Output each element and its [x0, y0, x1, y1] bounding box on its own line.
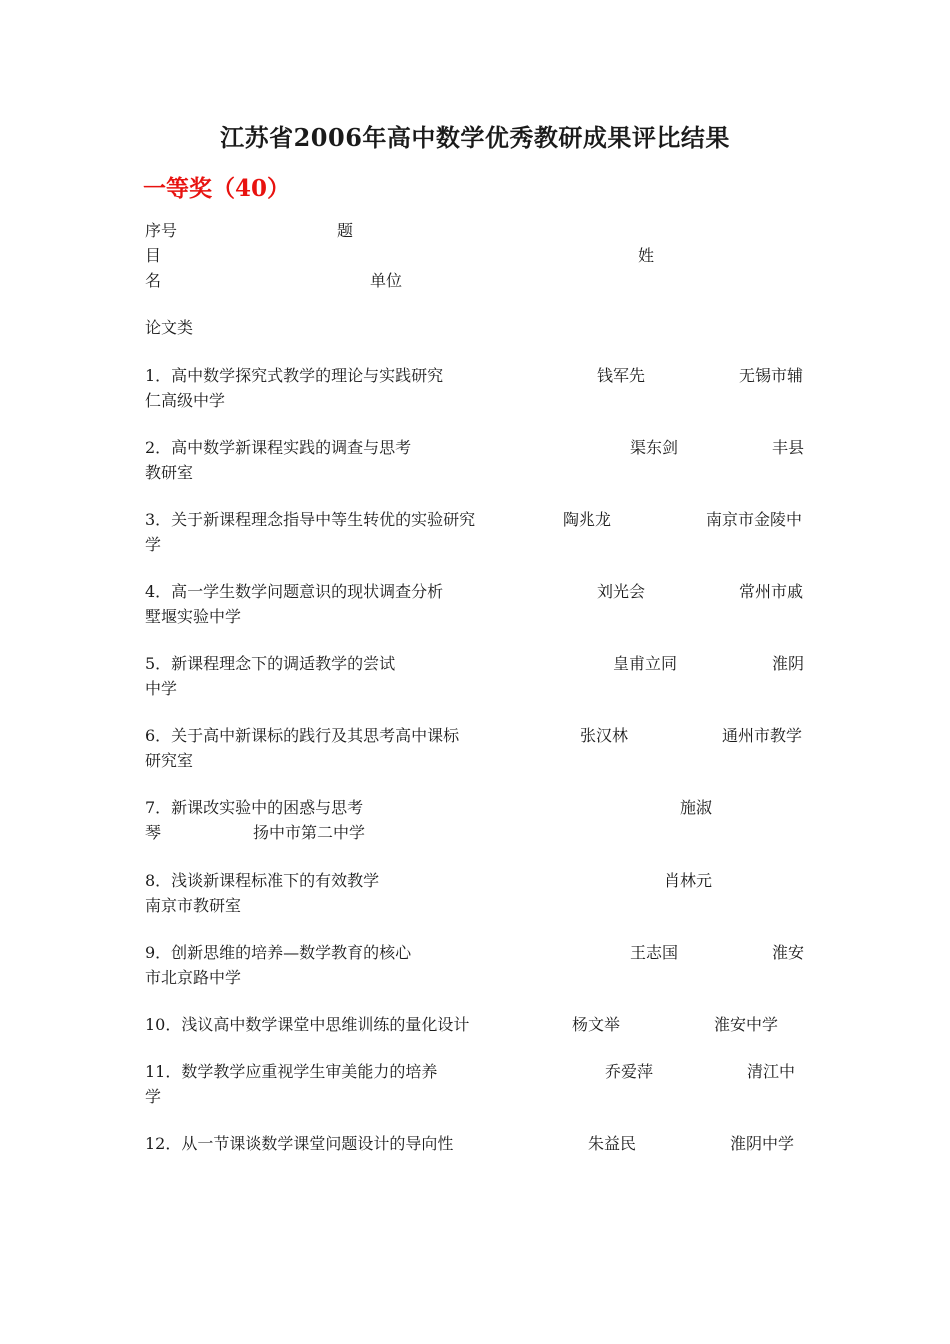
entry-unit: 常州市戚 [739, 582, 804, 601]
header-ti: 题 [337, 221, 354, 240]
entry-unit: 丰县 [772, 438, 805, 457]
entry-title: 8．浅谈新课程标准下的有效教学 [145, 871, 380, 890]
entry-author: 张汉林 [580, 726, 629, 745]
entry-author: 杨文举 [572, 1015, 621, 1034]
entry-author: 施淑 [680, 798, 713, 817]
entry-unit-cont: 仁高级中学 [145, 391, 226, 410]
entry-unit: 无锡市辅 [739, 366, 804, 385]
entry-unit-cont: 研究室 [145, 751, 194, 770]
entry-unit-cont: 教研室 [145, 463, 194, 482]
entry-unit: 淮安中学 [714, 1015, 779, 1034]
entry-author: 皇甫立同 [613, 654, 678, 673]
entry-title: 12．从一节课谈数学课堂问题设计的导向性 [145, 1134, 454, 1153]
entry-title: 7．新课改实验中的困惑与思考 [145, 798, 364, 817]
entry-unit: 通州市教学 [722, 726, 803, 745]
header-xing: 姓 [638, 246, 655, 265]
entry-title: 3．关于新课程理念指导中等生转优的实验研究 [145, 510, 476, 529]
entry-unit-cont: 墅堰实验中学 [145, 607, 242, 626]
header-unit: 单位 [370, 271, 403, 290]
entry-title: 10．浅议高中数学课堂中思维训练的量化设计 [145, 1015, 470, 1034]
entry-unit: 扬中市第二中学 [253, 823, 366, 842]
category-label: 论文类 [145, 318, 194, 337]
entry-unit: 清江中 [747, 1062, 796, 1081]
prize-heading: 一等奖（40） [143, 175, 291, 202]
entry-title: 2．高中数学新课程实践的调查与思考 [145, 438, 412, 457]
document-title: 江苏省2006年高中数学优秀教研成果评比结果 [220, 123, 730, 152]
entry-author: 刘光会 [597, 582, 646, 601]
entry-unit-cont: 学 [145, 1087, 162, 1106]
entry-unit: 南京市金陵中 [706, 510, 803, 529]
entry-unit: 淮安 [772, 943, 805, 962]
entry-unit: 淮阴 [772, 654, 805, 673]
header-mu: 目 [145, 246, 162, 265]
entry-author: 朱益民 [588, 1134, 637, 1153]
header-no: 序号 [145, 221, 178, 240]
entry-unit-cont: 学 [145, 535, 162, 554]
entry-title: 1．高中数学探究式教学的理论与实践研究 [145, 366, 444, 385]
entry-title: 4．高一学生数学问题意识的现状调查分析 [145, 582, 444, 601]
entry-author: 肖林元 [664, 871, 713, 890]
entry-author: 陶兆龙 [563, 510, 612, 529]
entry-unit: 淮阴中学 [730, 1134, 795, 1153]
entry-author: 钱军先 [597, 366, 646, 385]
header-ming: 名 [145, 271, 162, 290]
entry-title: 6．关于高中新课标的践行及其思考高中课标 [145, 726, 460, 745]
entry-unit-cont: 南京市教研室 [145, 896, 242, 915]
entry-unit-cont: 市北京路中学 [145, 968, 242, 987]
entry-title: 11．数学教学应重视学生审美能力的培养 [145, 1062, 438, 1081]
entry-author: 王志国 [630, 943, 679, 962]
entry-title: 5．新课程理念下的调适教学的尝试 [145, 654, 396, 673]
entry-author: 乔爱萍 [605, 1062, 654, 1081]
entry-title: 9．创新思维的培养—数学教育的核心 [145, 943, 412, 962]
entry-author: 渠东剑 [630, 438, 679, 457]
entry-author-cont: 琴 [145, 823, 162, 842]
entry-unit-cont: 中学 [145, 679, 178, 698]
